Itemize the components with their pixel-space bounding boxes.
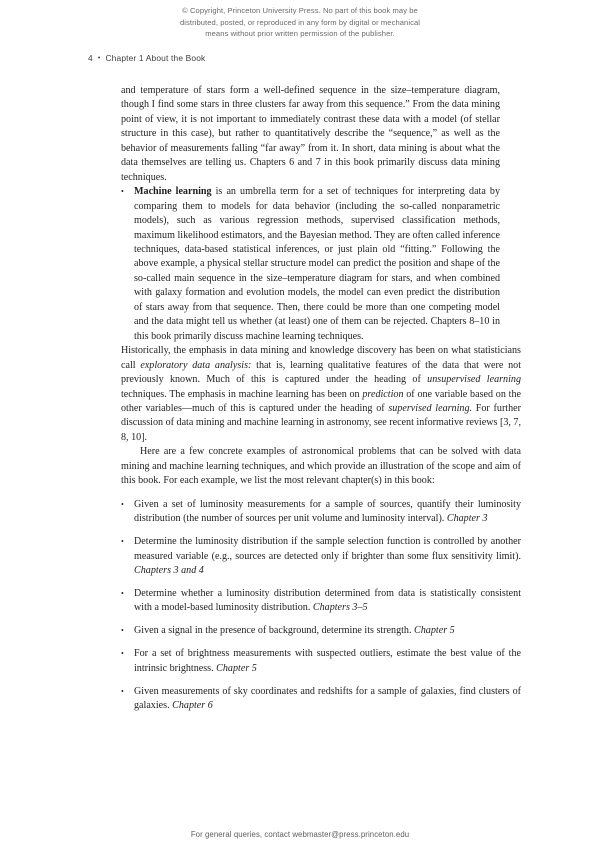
hist-italic-4: supervised learning. xyxy=(388,402,473,414)
example-text: Given a signal in the presence of background, determine its strength. xyxy=(134,625,415,637)
example-text: Given measurements of sky coordinates and redshifts for a sample of galaxies, find clusters of galaxies. xyxy=(134,685,521,712)
hist-italic-2: unsupervised learning xyxy=(427,374,521,386)
list-item xyxy=(121,647,521,676)
example-chapter-ref: Chapter 5 xyxy=(216,662,257,674)
chapter-title: Chapter 1 About the Book xyxy=(105,53,206,63)
page-number: 4 xyxy=(88,53,93,63)
machine-learning-text: is an umbrella term for a set of techniques for interpreting data by comparing them to models for data behavior (including the so-called nonparametric models), such as various regression methods, supervised classification methods, maximum likelihood estimators, and the Bayesian method. They are often called inference techniques, data-based statistical inferences, or just plain old “fitting.” Following the above example, a physical stellar structure model can predict the position and shape of the so-called main sequence in the size–temperature diagram for stars, and when combined with galaxy formation and evolution models, the model can even predict the distribution of stars away from that sequence. Then, there could be more than one competing model and the data might tell us whether (at least) one of them can be rejected. Chapters 8–10 in this book primarily discuss machine learning techniques. xyxy=(134,186,501,342)
text-column xyxy=(121,84,521,714)
hist-seg-2: that is, learning qualitative features of the data that were not previously known. Much of this is captured under the heading of xyxy=(121,359,521,386)
running-head xyxy=(88,53,205,63)
example-chapter-ref: Chapter 3 xyxy=(446,513,488,525)
machine-learning-term: Machine learning xyxy=(134,186,212,198)
hist-italic-1: exploratory data analysis: xyxy=(140,359,252,371)
hist-italic-3: prediction xyxy=(362,388,404,400)
example-text: For a set of brightness measurements with suspected outliers, estimate the best value of the intrinsic brightness. xyxy=(134,648,521,674)
list-item xyxy=(121,685,521,714)
example-text: Determine whether a luminosity distribution determined from data is statistically consistent with a model-based luminosity distribution. xyxy=(134,587,521,614)
paragraph-here-are: Here are a few concrete examples of astronomical problems that can be solved with data mining and machine learning techniques, and which provide an illustration of the scope and aim of this book. For each example, we list the most relevant chapter(s) in this book: xyxy=(121,446,521,487)
footer-queries: For general queries, contact webmaster@press.princeton.edu xyxy=(190,830,410,839)
copyright-line-1: © Copyright, Princeton University Press. No part of this book may be xyxy=(182,6,418,15)
example-chapter-ref: Chapters 3 and 4 xyxy=(134,565,204,576)
examples-list xyxy=(121,498,521,714)
list-item xyxy=(121,535,521,578)
example-chapter-ref: Chapters 3–5 xyxy=(312,602,368,614)
list-item xyxy=(121,587,521,616)
example-text: Determine the luminosity distribution if the sample selection function is controlled by another measured variable (e.g., sources are detected only if brighter than some flux sensitivity limit). xyxy=(134,536,521,562)
list-item xyxy=(121,624,521,638)
example-chapter-ref: Chapter 5 xyxy=(414,625,455,637)
list-item xyxy=(121,498,521,527)
copyright-notice xyxy=(0,5,600,40)
hist-seg-5: For further discussion of data mining and machine learning in astronomy, see recent informative reviews [3, 7, 8, 10]. xyxy=(121,402,522,443)
hist-seg-3: techniques. The emphasis in machine learning has been on xyxy=(121,388,363,400)
example-chapter-ref: Chapter 6 xyxy=(172,700,213,712)
list-item xyxy=(121,185,500,344)
hist-seg-4: of one variable based on the other variables—much of this is captured under the heading of xyxy=(121,388,521,414)
running-head-separator: • xyxy=(97,55,101,62)
paragraph-continued: and temperature of stars form a well-defined sequence in the size–temperature diagram, though I find some stars in three clusters far away from this sequence.” From the data mining point of view, it is not important to immediately contrast these data with a model (of stellar structure in this case), but rather to quantitatively describe the “sequence,” as well as the behavior of measurements falling “far away” from it. In short, data mining is about what the data themselves are telling us. Chapters 6 and 7 in this book primarily discuss data mining techniques. xyxy=(121,85,500,183)
copyright-line-3: means without prior written permission of the publisher. xyxy=(205,29,395,39)
example-text: Given a set of luminosity measurements for a sample of sources, quantify their luminosity distribution (the number of sources per unit volume and luminosity interval). xyxy=(134,498,521,525)
paragraph-historically xyxy=(121,344,521,445)
concepts-list xyxy=(121,185,500,344)
copyright-line-2: distributed, posted, or reproduced in any form by digital or mechanical xyxy=(179,17,421,27)
hist-seg-1: Historically, the emphasis in data mining and knowledge discovery has been on what statisticians call xyxy=(121,345,521,371)
